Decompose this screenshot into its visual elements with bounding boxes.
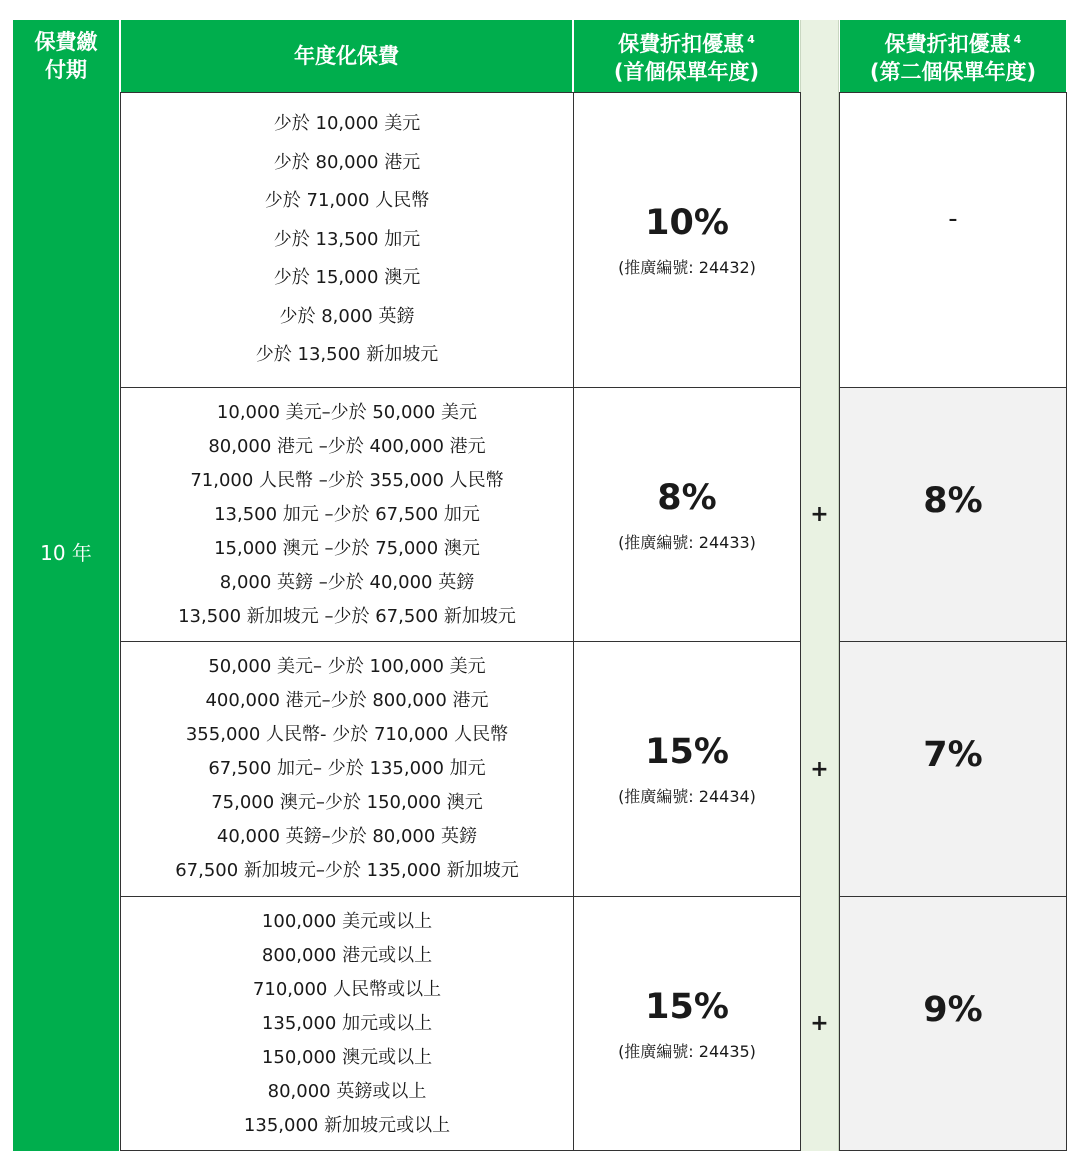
payment-term-value: 10 年 <box>40 541 92 565</box>
premium-range-line: 100,000 美元或以上 <box>261 910 433 932</box>
first-year-discount-cell <box>573 92 801 388</box>
header-annualized-premium <box>121 20 572 92</box>
promo-code: (推廣編號: 24435) <box>618 1041 756 1061</box>
premium-range-line: 少於 13,500 加元 <box>273 228 421 250</box>
second-year-discount-value: 8% <box>923 480 983 521</box>
header-second-year-line2: (第二個保單年度) <box>869 60 1037 84</box>
premium-range-line: 710,000 人民幣或以上 <box>252 978 442 1000</box>
premium-range-line: 少於 15,000 澳元 <box>273 267 421 289</box>
premium-range-line: 40,000 英鎊–少於 80,000 英鎊 <box>216 826 478 847</box>
plus-sign-text: + <box>810 502 829 527</box>
premium-range-line: 50,000 美元– 少於 100,000 美元 <box>208 656 486 677</box>
premium-range-line: 13,500 新加坡元 –少於 67,500 新加坡元 <box>178 605 516 627</box>
first-year-discount-cell <box>573 641 801 897</box>
first-year-discount-value: 10% <box>645 203 729 243</box>
header-payment-term-line1: 保費繳 <box>34 30 98 54</box>
plus-sign <box>800 641 839 897</box>
second-year-discount-value: 9% <box>923 989 983 1030</box>
header-first-year-discount <box>574 20 799 92</box>
first-year-discount-cell <box>573 387 801 642</box>
plus-sign-text: + <box>810 1011 829 1036</box>
premium-range-line: 400,000 港元–少於 800,000 港元 <box>205 690 489 711</box>
premium-range-line: 少於 8,000 英鎊 <box>279 305 415 327</box>
premium-range-line: 135,000 新加坡元或以上 <box>243 1114 451 1136</box>
premium-range-cell <box>120 641 574 897</box>
premium-range-line: 少於 71,000 人民幣 <box>264 190 430 212</box>
premium-range-line: 150,000 澳元或以上 <box>261 1046 433 1068</box>
header-second-year-discount <box>840 20 1066 92</box>
premium-range-line: 67,500 新加坡元–少於 135,000 新加坡元 <box>175 860 519 881</box>
premium-range-line: 少於 13,500 新加坡元 <box>255 344 439 366</box>
header-payment-term-line2: 付期 <box>45 58 87 82</box>
premium-range-line: 少於 80,000 港元 <box>273 151 421 173</box>
premium-range-line: 80,000 港元 –少於 400,000 港元 <box>208 435 486 457</box>
first-year-discount-value: 15% <box>645 732 729 772</box>
premium-range-line: 67,500 加元– 少於 135,000 加元 <box>208 758 486 779</box>
header-second-year-line1: 保費折扣優惠 $^4$ <box>884 32 1022 56</box>
premium-range-line: 135,000 加元或以上 <box>261 1012 433 1034</box>
second-year-discount-value: - <box>948 204 958 234</box>
plus-sign-text: + <box>810 756 829 782</box>
payment-term-cell <box>13 92 119 1151</box>
premium-range-cell <box>120 387 574 642</box>
promo-code: (推廣編號: 24433) <box>618 532 756 552</box>
first-year-discount-value: 8% <box>657 477 717 518</box>
second-year-discount-cell <box>839 387 1067 642</box>
premium-range-cell <box>120 92 574 388</box>
premium-range-cell <box>120 896 574 1151</box>
premium-range-line: 80,000 英鎊或以上 <box>267 1080 427 1102</box>
header-payment-term <box>13 20 119 92</box>
plus-sign <box>800 896 839 1151</box>
first-year-discount-value: 15% <box>645 986 729 1027</box>
first-year-discount-cell <box>573 896 801 1151</box>
promo-code: (推廣編號: 24434) <box>618 787 756 806</box>
header-first-year-line2: (首個保單年度) <box>613 60 760 84</box>
premium-range-line: 71,000 人民幣 –少於 355,000 人民幣 <box>190 469 504 491</box>
premium-range-line: 13,500 加元 –少於 67,500 加元 <box>214 503 480 525</box>
header-first-year-line1: 保費折扣優惠 $^4$ <box>618 32 755 56</box>
second-year-discount-cell <box>839 641 1067 897</box>
premium-range-line: 10,000 美元–少於 50,000 美元 <box>216 401 478 423</box>
promo-code: (推廣編號: 24432) <box>618 258 756 277</box>
header-annualized-premium-label: 年度化保費 <box>294 44 399 68</box>
premium-range-line: 15,000 澳元 –少於 75,000 澳元 <box>214 537 480 559</box>
second-year-discount-value: 7% <box>923 735 983 775</box>
second-year-discount-cell <box>839 92 1067 388</box>
plus-sign <box>800 387 839 642</box>
premium-range-line: 355,000 人民幣- 少於 710,000 人民幣 <box>185 724 509 745</box>
second-year-discount-cell <box>839 896 1067 1151</box>
premium-range-line: 75,000 澳元–少於 150,000 澳元 <box>211 792 483 813</box>
premium-range-line: 8,000 英鎊 –少於 40,000 英鎊 <box>219 571 475 593</box>
premium-range-line: 少於 10,000 美元 <box>273 112 421 134</box>
premium-range-line: 800,000 港元或以上 <box>261 944 433 966</box>
